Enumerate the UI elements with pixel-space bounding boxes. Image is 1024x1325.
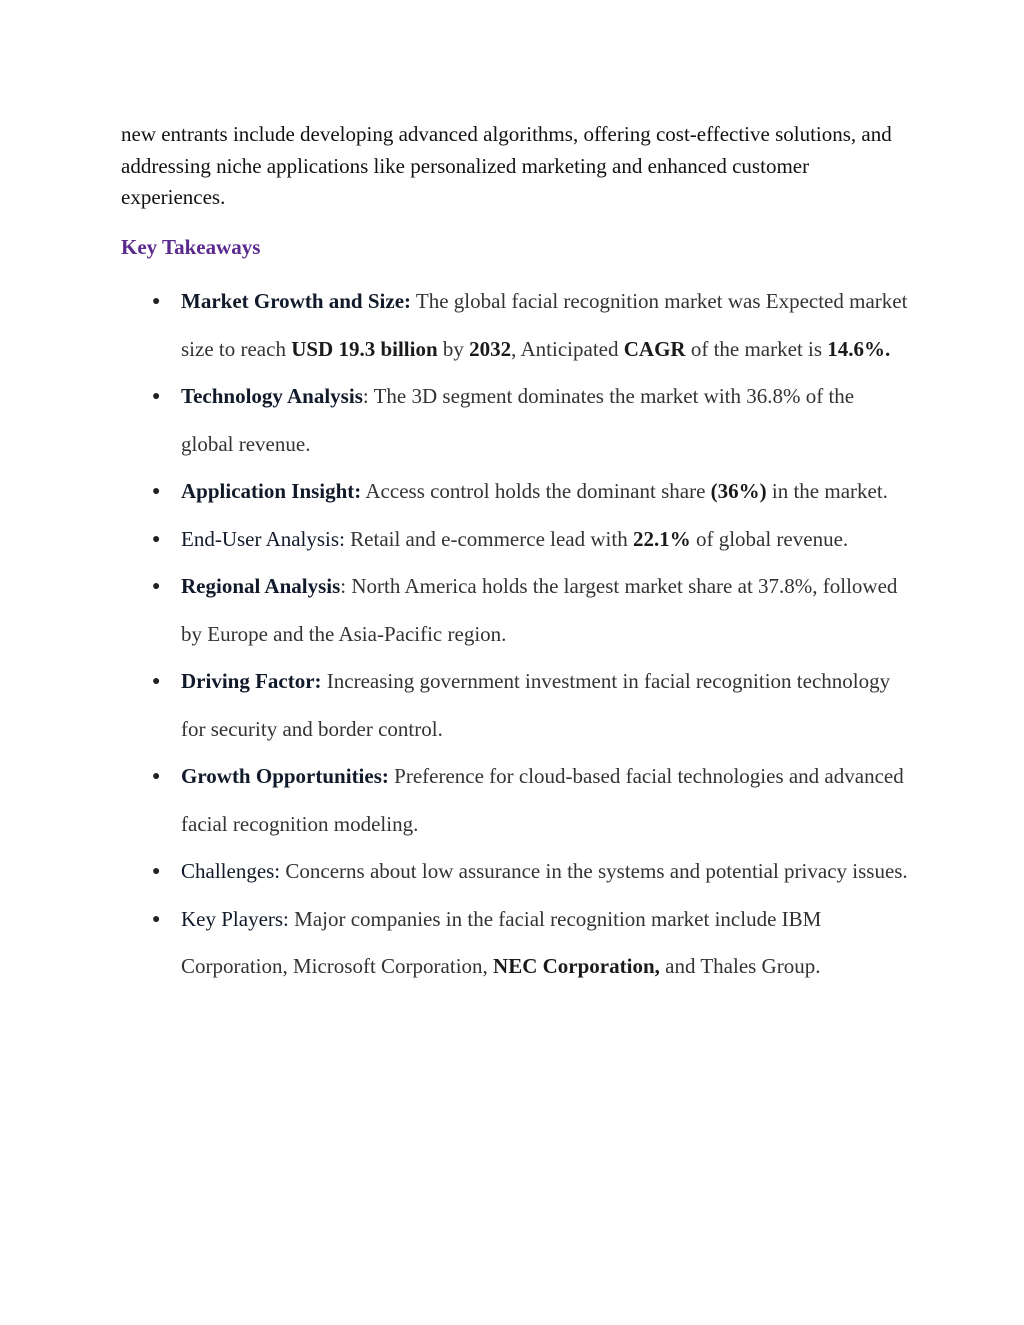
takeaway-term: Key Players:	[181, 906, 289, 931]
takeaway-term: Challenges:	[181, 859, 281, 883]
takeaway-text: Increasing government investment in facial recognition technology for security and border control.	[181, 669, 891, 741]
takeaway-text: Retail and e-commerce lead with	[344, 526, 633, 551]
takeaway-text: Access control holds the dominant share	[361, 479, 711, 503]
takeaway-technology-analysis	[0, 373, 911, 468]
takeaway-application-insight	[0, 468, 911, 516]
takeaway-term: Growth Opportunities:	[181, 764, 389, 788]
takeaway-text: Concerns about low assurance in the systems and potential privacy issues.	[280, 859, 908, 883]
takeaway-key-players	[0, 896, 911, 991]
bullet-icon: ●	[152, 911, 161, 927]
bullet-icon: ●	[152, 674, 161, 689]
takeaway-term: End-User Analysis:	[181, 526, 345, 551]
takeaway-term: Technology Analysis	[181, 384, 363, 408]
takeaway-value: USD 19.3 billion	[291, 336, 438, 361]
key-takeaways-list	[0, 278, 911, 991]
takeaway-driving-factor	[0, 658, 911, 753]
takeaway-text: Major companies in the facial recognition market include IBM Corporation, Microsoft Corporation,	[181, 906, 822, 978]
takeaway-value: 14.6%.	[827, 336, 891, 361]
takeaway-term: Application Insight:	[181, 479, 362, 503]
takeaway-regional-analysis	[0, 563, 911, 658]
takeaway-value: NEC Corporation,	[493, 954, 660, 978]
takeaway-value: 22.1%	[632, 526, 691, 551]
takeaway-challenges	[0, 848, 911, 896]
takeaway-text: by	[437, 336, 470, 361]
takeaway-text: : North America holds the largest market share at 37.8%, followed by Europe and the Asia-Pacific region.	[181, 574, 898, 646]
takeaway-text: , Anticipated	[511, 336, 624, 361]
takeaway-text: and Thales Group.	[659, 954, 821, 978]
takeaway-text: of the market is	[685, 336, 828, 361]
takeaway-growth-opportunities	[0, 753, 911, 848]
intro-paragraph: new entrants include developing advanced algorithms, offering cost-effective solutions, and addressing niche applications like personalized marketing and enhanced customer experiences.	[121, 122, 892, 209]
takeaway-text: The global facial recognition market was Expected market size to reach	[181, 289, 908, 361]
takeaway-text: Preference for cloud-based facial technologies and advanced facial recognition modeling.	[181, 764, 904, 836]
bullet-icon: ●	[152, 294, 161, 309]
bullet-icon: ●	[152, 864, 161, 879]
takeaway-value: 2032	[469, 336, 512, 361]
takeaway-term: Regional Analysis	[181, 574, 341, 598]
takeaway-value: (36%)	[710, 479, 767, 503]
bullet-icon: ●	[152, 769, 161, 784]
section-heading: Key Takeaways	[121, 235, 261, 259]
takeaway-text: in the market.	[766, 479, 888, 503]
bullet-icon: ●	[152, 579, 161, 594]
takeaway-market-growth	[0, 278, 911, 373]
takeaway-text: : The 3D segment dominates the market with 36.8% of the global revenue.	[181, 384, 855, 456]
takeaway-term: Market Growth and Size:	[181, 289, 412, 313]
bullet-icon: ●	[152, 389, 161, 404]
takeaway-value: CAGR	[623, 336, 686, 361]
takeaway-text: of global revenue.	[690, 526, 849, 551]
bullet-icon: ●	[152, 531, 161, 547]
bullet-icon: ●	[152, 484, 161, 499]
takeaway-end-user-analysis	[0, 516, 911, 564]
takeaway-term: Driving Factor:	[181, 669, 322, 693]
